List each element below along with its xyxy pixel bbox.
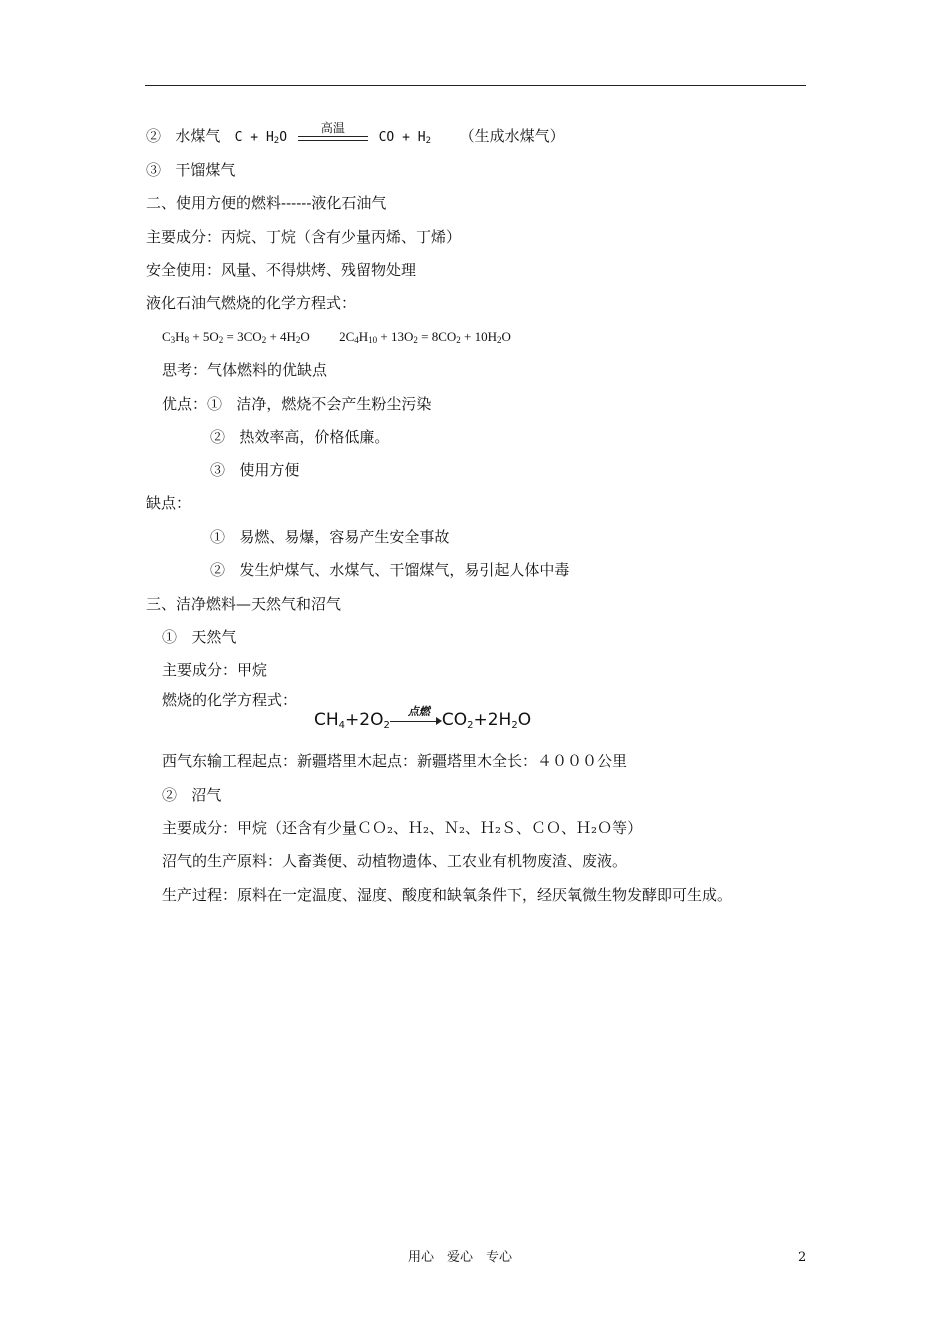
methane-combustion-equation: $CH_4+2O_2$ 点燃 $CO_2+2H_2O$ xyxy=(314,708,531,738)
marker: ② xyxy=(146,127,162,145)
item-label: 水煤气 xyxy=(175,127,221,145)
natural-gas-component: 主要成分：甲烷 xyxy=(162,661,268,679)
equals-bar-top xyxy=(298,136,368,137)
lpg-safety: 安全使用：风量、不得烘烤、残留物处理 xyxy=(146,261,417,279)
marker: ③ xyxy=(210,461,226,479)
advantage-2 xyxy=(210,427,389,447)
marker: ① xyxy=(210,528,226,546)
condition-label: 点燃 xyxy=(407,705,430,718)
biogas-components: 主要成分：甲烷（还含有少量ＣＯ₂、Ｈ₂、Ｎ₂、Ｈ₂Ｓ、ＣＯ、Ｈ₂Ｏ等） xyxy=(162,819,643,837)
propane-equation: $C_3H_8 + 5O_2 = 3CO_2 + 4H_2O$ xyxy=(162,329,310,345)
reaction-condition xyxy=(298,121,368,147)
condition-label: 高温 xyxy=(320,121,345,135)
arrow-shaft xyxy=(390,721,438,722)
marker: ③ xyxy=(146,161,162,179)
lpg-equations xyxy=(162,327,511,350)
marker: ① xyxy=(162,628,178,646)
arrow-head-icon xyxy=(436,717,442,725)
marker: ① xyxy=(207,395,223,413)
disadvantage-1 xyxy=(210,527,449,547)
dry-distillation-gas-line xyxy=(146,160,235,180)
item-text: 热效率高，价格低廉。 xyxy=(239,428,390,446)
item-text: 易燃、易爆，容易产生安全事故 xyxy=(239,528,450,546)
header-rule xyxy=(145,85,806,86)
advantage-3 xyxy=(210,460,299,480)
water-gas-line xyxy=(146,121,565,151)
combustion-equation-heading: 燃烧的化学方程式： xyxy=(162,691,298,709)
butane-equation: $2C_4H_{10} + 13O_2 = 8CO_2 + 10H_2O$ xyxy=(339,329,511,345)
note: （生成水煤气） xyxy=(459,127,565,145)
reaction-arrow xyxy=(390,705,442,732)
marker: ② xyxy=(162,786,178,804)
item-text: 沼气 xyxy=(191,786,222,804)
biogas-process: 生产过程：原料在一定温度、湿度、酸度和缺氧条件下，经厌氧微生物发酵即可生成。 xyxy=(162,886,733,904)
section-heading-lpg: 二、使用方便的燃料------液化石油气 xyxy=(146,194,387,212)
equals-bar-bottom xyxy=(298,140,368,141)
natural-gas-item xyxy=(162,627,236,647)
advantage-1 xyxy=(162,394,431,414)
lpg-equation-heading: 液化石油气燃烧的化学方程式： xyxy=(146,294,357,312)
marker: ② xyxy=(210,561,226,579)
item-text: 天然气 xyxy=(191,628,237,646)
page-number: 2 xyxy=(798,1250,807,1265)
section-heading-clean-fuel: 三、洁净燃料—天然气和沼气 xyxy=(146,595,342,613)
disadvantage-2 xyxy=(210,560,569,580)
item-label: 干馏煤气 xyxy=(175,161,236,179)
lpg-components: 主要成分：丙烷、丁烷（含有少量丙烯、丁烯） xyxy=(146,228,462,246)
biogas-item xyxy=(162,785,221,805)
item-text: 使用方便 xyxy=(239,461,300,479)
item-text: 洁净，燃烧不会产生粉尘污染 xyxy=(236,395,432,413)
pipeline-project: 西气东输工程起点：新疆塔里木起点：新疆塔里木全长：４０００公里 xyxy=(162,752,628,770)
disadvantages-label: 缺点： xyxy=(146,494,192,512)
think-prompt: 思考：气体燃料的优缺点 xyxy=(162,361,328,379)
equation: $C + H_2O$ xyxy=(234,130,288,146)
footer-motto: 用心 爱心 专心 xyxy=(408,1250,513,1265)
advantages-label: 优点： xyxy=(162,395,208,413)
marker: ② xyxy=(210,428,226,446)
equation-product: CO + $H_2$ xyxy=(378,130,431,146)
biogas-raw-materials: 沼气的生产原料：人畜粪便、动植物遗体、工农业有机物废渣、废液。 xyxy=(162,852,628,870)
item-text: 发生炉煤气、水煤气、干馏煤气，易引起人体中毒 xyxy=(239,561,570,579)
